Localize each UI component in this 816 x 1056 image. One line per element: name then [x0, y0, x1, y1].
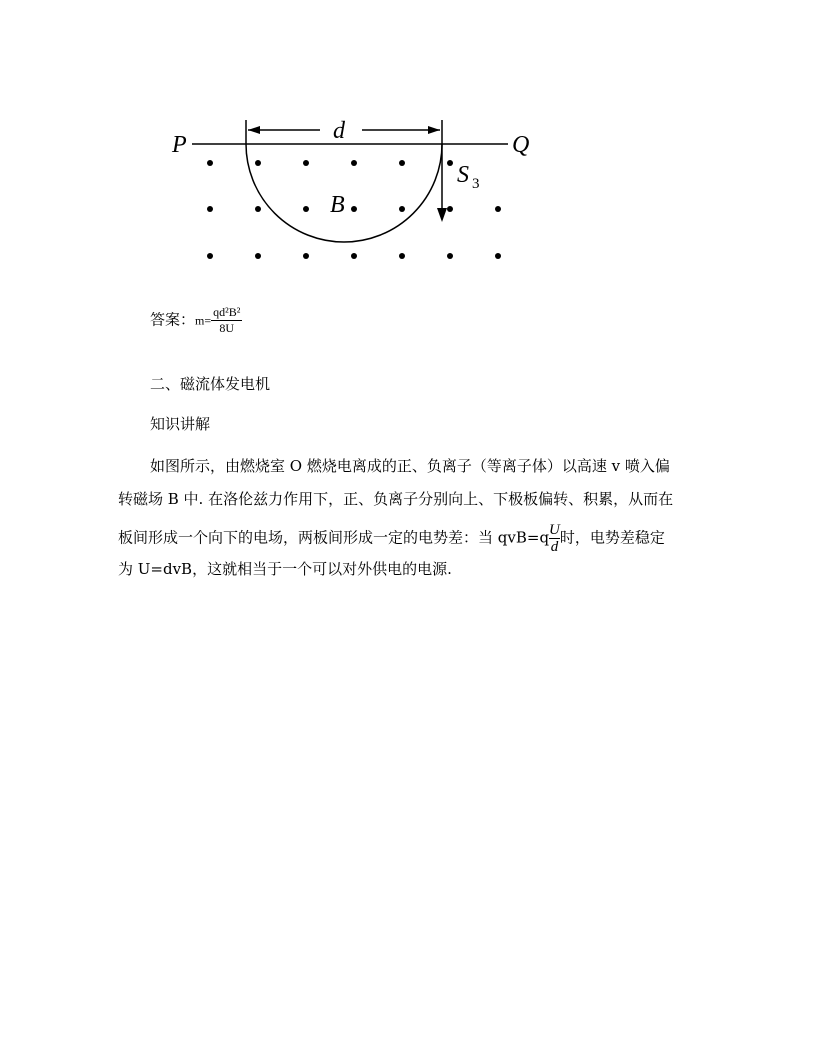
d-arrowhead-left: [248, 126, 260, 134]
label-p: P: [172, 132, 187, 158]
inline-fraction: [549, 522, 560, 555]
answer-fraction: [211, 306, 242, 335]
label-s: S: [457, 162, 469, 188]
answer-numerator: qd²B²: [213, 305, 241, 319]
answer-lhs: m=: [195, 313, 212, 328]
label-q: Q: [512, 132, 530, 158]
paragraph-line-3-before: 板间形成一个向下的电场，两板间形成一定的电势差：当 qvB=q: [118, 528, 550, 547]
s3-arrowhead: [437, 208, 447, 222]
section-subheading: 知识讲解: [150, 415, 211, 433]
label-s-sub: 3: [472, 176, 480, 192]
d-arrowhead-right: [428, 126, 440, 134]
paragraph-line-3: [118, 522, 698, 555]
label-d: d: [333, 118, 345, 144]
paragraph-line-2: 转磁场 B 中. 在洛伦兹力作用下，正、负离子分别向上、下极板偏转、积累，从而在: [118, 490, 674, 508]
answer-line: [150, 306, 242, 335]
paragraph-line-4: 为 U=dvB，这就相当于一个可以对外供电的电源.: [118, 560, 452, 578]
answer-denominator: 8U: [219, 321, 235, 335]
paragraph-line-1: 如图所示，由燃烧室 O 燃烧电离成的正、负离子（等离子体）以高速 v 喷入偏: [150, 457, 670, 475]
inline-fraction-num: U: [549, 522, 560, 538]
answer-prefix: 答案：: [150, 310, 196, 329]
label-b: B: [330, 192, 345, 218]
section-heading: 二、磁流体发电机: [150, 375, 271, 393]
paragraph-line-3-after: 时，电势差稳定: [559, 528, 665, 547]
inline-fraction-den: d: [550, 539, 559, 555]
magnetic-field-diagram: [160, 108, 550, 278]
